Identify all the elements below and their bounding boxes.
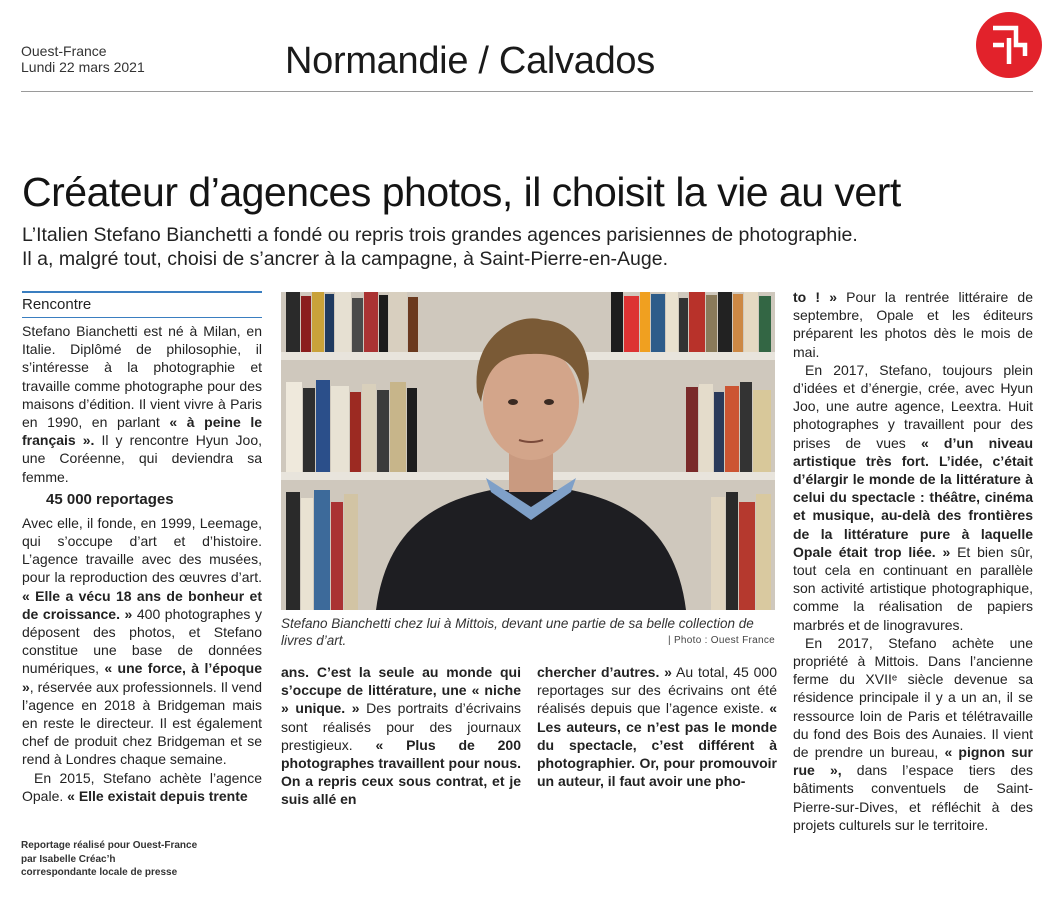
rubric-rule xyxy=(22,317,262,318)
article-column-2 xyxy=(281,663,521,809)
paragraph: Stefano Bianchetti est né à Milan, en Italie. Diplômé de philosophie, il s’intéresse à la photographie et travaille comme photographe pour des maisons d’édition. Il vient vivre à Paris en 1990, en parlant « à peine le français ». Il y rencontre Hyun Joo, une Coréenne, qui deviendra sa femme. xyxy=(22,323,263,485)
paragraph: Avec elle, il fonde, en 1999, Leemage, qui s’occupe d’art et d’histoire. L’agence travaille avec des musées, pour la reproduction des œuvres d’art. « Elle a vécu 18 ans de bonheur et de croissance. » 400 photographes y déposent des photos, et Stefano constitue une base de données numériques, « une force, à l’époque », réservée aux professionnels. Il vend l’agence en 2018 à Bridgeman mais en reste le directeur. Il est également chef de produit chez Bridgeman et se rend à Londres chaque semaine. xyxy=(22,514,263,768)
ouest-france-logo xyxy=(976,12,1042,78)
article-column-4 xyxy=(793,288,1033,834)
paragraph: En 2015, Stefano achète l’agence Opale. « Elle existait depuis trente xyxy=(22,769,262,804)
paragraph: En 2017, Stefano achète une propriété à Mittois. Dans l’ancienne ferme du XVIIᵉ siècle devenue sa résidence principale il y a un an, il se ressource loin de Paris et télétravaille du fond des Bois des Aunaies. Il vient de prendre un bureau, « pignon sur rue », dans l’espace tiers des bâtiments conventuels de Saint-Pierre-sur-Dives, et réfléchit à des projets culturels sur le territoire. xyxy=(793,634,1033,833)
footer-line: Reportage réalisé pour Ouest-France xyxy=(21,840,198,851)
subhead: 45 000 reportages xyxy=(46,490,174,508)
portrait-photo xyxy=(281,292,775,610)
byline-footer xyxy=(21,839,197,880)
article-column-1 xyxy=(22,322,262,805)
deck xyxy=(22,223,1012,271)
footer-line: par Isabelle Créac’h xyxy=(21,853,116,865)
paragraph: to ! » Pour la rentrée littéraire de septembre, Opale et les éditeurs préparent les photos dès le mois de mai. xyxy=(793,289,1034,360)
paragraph: chercher d’autres. » Au total, 45 000 reportages sur des écrivains ont été réalisés depuis que l’agence existe. « Les auteurs, ce n’est pas le monde du spectacle, c’est différent à photographier. Or, pour promouvoir un auteur, il faut avoir une pho- xyxy=(537,664,777,790)
deck-line: L’Italien Stefano Bianchetti a fondé ou repris trois grandes agences parisiennes de photographie. xyxy=(22,224,858,246)
rubric-rule xyxy=(22,291,262,293)
paragraph: En 2017, Stefano, toujours plein d’idées et d’énergie, crée, avec Hyun Joo, une autre agence, Leextra. Huit photographes y travaillent pour des prises de vues « d’un niveau artistique très fort. L’idée, c’était d’élargir le monde de la littérature à celui du spectacle : théâtre, cinéma et musique, au-delà des frontières de la littérature pure à laquelle Opale était trop liée. » Et bien sûr, tout cela en continuant en parallèle son activité artistique photographique, comme la réalisation de papiers marbrés et de linogravures. xyxy=(793,361,1033,633)
issue-date: Lundi 22 mars 2021 xyxy=(21,59,145,75)
deck-line: Il a, malgré tout, choisi de s’ancrer à la campagne, à Saint-Pierre-en-Auge. xyxy=(22,248,668,270)
rubric-label: Rencontre xyxy=(22,296,92,313)
masthead-info xyxy=(21,43,145,75)
photo-credit: | Photo : Ouest France xyxy=(667,635,775,646)
photo-caption: Stefano Bianchetti chez lui à Mittois, devant une partie de sa belle collection de livres d’art. xyxy=(281,616,754,648)
paragraph: ans. C’est la seule au monde qui s’occupe de littérature, une « niche » unique. » Des portraits d’écrivains sont réalisés pour des journaux prestigieux. « Plus de 200 photographes travaillent pour nous. On a repris ceux sous contrat, et je suis allé en xyxy=(281,664,522,808)
footer-line: correspondante locale de presse xyxy=(21,867,178,878)
section-title: Normandie / Calvados xyxy=(285,40,655,82)
headline: Créateur d’agences photos, il choisit la vie au vert xyxy=(22,169,901,215)
article-column-3 xyxy=(537,663,777,790)
header-rule xyxy=(21,91,1033,92)
paper-name: Ouest-France xyxy=(21,43,107,59)
